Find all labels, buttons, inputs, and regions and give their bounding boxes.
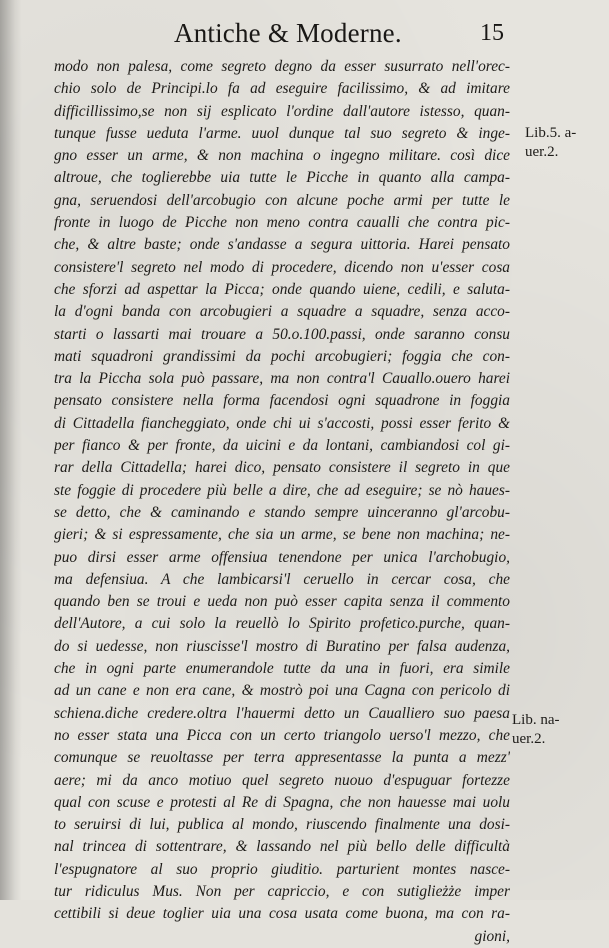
- text-line: la d'ogni banda con arcobugieri a squadre a squadre, senza acco-: [54, 303, 510, 321]
- text-line: per fianco & per fronte, da uicini e da lontani, cambiandosi col gi-: [54, 437, 510, 455]
- text-line: puo dirsi esser arme offensiua tenendone per unica l'archobugio,: [54, 548, 510, 566]
- text-line: di Cittadella fiancheggiato, onde chi ui s'accosti, possi esser ferito &: [54, 414, 510, 432]
- text-line: tur ridiculus Mus. Non per capriccio, e con sutiglieżże imper: [54, 882, 510, 900]
- text-line: altroue, che toglierebbe uia tutte le Picche in quanto alla campa-: [54, 169, 510, 187]
- text-line: tra la Piccha sola può passare, ma non contra'l Cauallo.ouero harei: [54, 370, 510, 388]
- text-line: modo non palesa, come segreto degno da esser susurrato nell'orec-: [54, 58, 510, 75]
- text-line: gieri; & si espressamente, che sia un arme, se bene non machina; ne-: [54, 526, 510, 544]
- text-line: ma defensiua. A che lambicarsi'l ceruello in cercar cosa, che: [54, 570, 510, 588]
- margin-note-line: Lib.5. a-: [525, 125, 577, 141]
- text-line: cettibili si deue toglier uia una cosa usata come buona, ma con ra-: [54, 905, 510, 923]
- text-line: mati squadroni grandissimi da pochi arcobugieri; foggia che con-: [54, 347, 510, 365]
- text-line: gno esser un arme, & non machina o ingegno militare. così dice: [54, 147, 510, 165]
- margin-note-2: [512, 711, 559, 749]
- text-line: che sforzi ad aspettar la Picca; onde quando uiene, cedili, e saluta-: [54, 280, 510, 298]
- text-line: chio solo de Principi.lo fa ad eseguire facilissimo, & ad imitare: [54, 80, 510, 98]
- text-line: quando ben se troui e ueda non può esser capita senza il commento: [54, 593, 510, 611]
- text-line: ad un cane e non era cane, & mostrò poi una Cagna con pericolo di: [54, 682, 510, 700]
- text-line: aere; mi da anco motiuo quel segreto nuouo d'espuguar fortezze: [54, 771, 510, 789]
- text-line: qual con scuse e protesti al Re di Spagna, che non hauesse mai uolu: [54, 793, 510, 811]
- text-line: l'espugnatore al suo proprio giuditio. parturient montes nasce-: [54, 860, 510, 878]
- text-line: tunque fusse ueduta l'arme. uuol dunque tal suo segreto & inge-: [54, 124, 510, 142]
- text-line: che in ogni parte enumerandole tutte da una in fuori, era simile: [54, 660, 510, 678]
- margin-note-line: uer.2.: [525, 144, 559, 160]
- text-line: comunque se reuoltasse per terra appresentasse la punta a mezz': [54, 749, 510, 767]
- text-line: che, & altre baste; onde s'andasse a segura uittoria. Harei pensato: [54, 236, 510, 254]
- text-line: fronte in luogo de Picche non meno contra caualli che contra pic-: [54, 214, 510, 232]
- text-line: nal trincea di sottentrare, & lassando nel più bello delle difficultà: [54, 838, 510, 856]
- page-number: 15: [480, 20, 504, 46]
- body-text: [54, 56, 510, 948]
- text-line: no esser stata una Picca con un certo triangolo uerso'l mezzo, che: [54, 726, 510, 744]
- text-line: dell'Autore, a cui solo la reuellò lo Spirito profetico.purche, quan-: [54, 615, 510, 633]
- text-line: consistere'l segreto nel modo di procedere, dicendo non u'esser cosa: [54, 258, 510, 276]
- text-line-catchword: gioni,: [474, 927, 510, 945]
- page-header: [0, 16, 609, 50]
- margin-note-line: uer.2.: [512, 731, 546, 747]
- text-line: schiena.diche credere.oltra l'hauermi detto un Caualliero suo paesa: [54, 704, 510, 722]
- text-line: gna, seruendosi dell'arcobugio con alcune poche armi per tutte le: [54, 191, 510, 209]
- margin-note-1: [525, 124, 576, 162]
- text-line: pensato consistere nella forma facendosi ogni squadrone in foggia: [54, 392, 510, 410]
- text-line: starti o lassarti mai trouare a 50.o.100.passi, onde saranno consu: [54, 325, 510, 343]
- text-line: do si uedesse, non riuscisse'l mostro di Buratino per falsa audenza,: [54, 637, 510, 655]
- margin-note-line: Lib. na-: [512, 712, 560, 728]
- text-line: difficillissimo,se non sij esplicato l'ordine dall'autore istesso, quan-: [54, 102, 510, 120]
- text-line: ste foggie di procedere più belle a dire, che ad eseguire; se nò haues-: [54, 481, 510, 499]
- running-head: Antiche & Moderne.: [174, 18, 402, 48]
- text-line: rar della Cittadella; harei dico, pensato consistere il segreto in que: [54, 459, 510, 477]
- text-line: to seruirsi di lui, publica al mondo, riuscendo finalmente una dosi-: [54, 816, 510, 834]
- gutter-shadow: [0, 0, 22, 900]
- text-line: se detto, che & caminando e stando sempre uinceranno gl'arcobu-: [54, 503, 510, 521]
